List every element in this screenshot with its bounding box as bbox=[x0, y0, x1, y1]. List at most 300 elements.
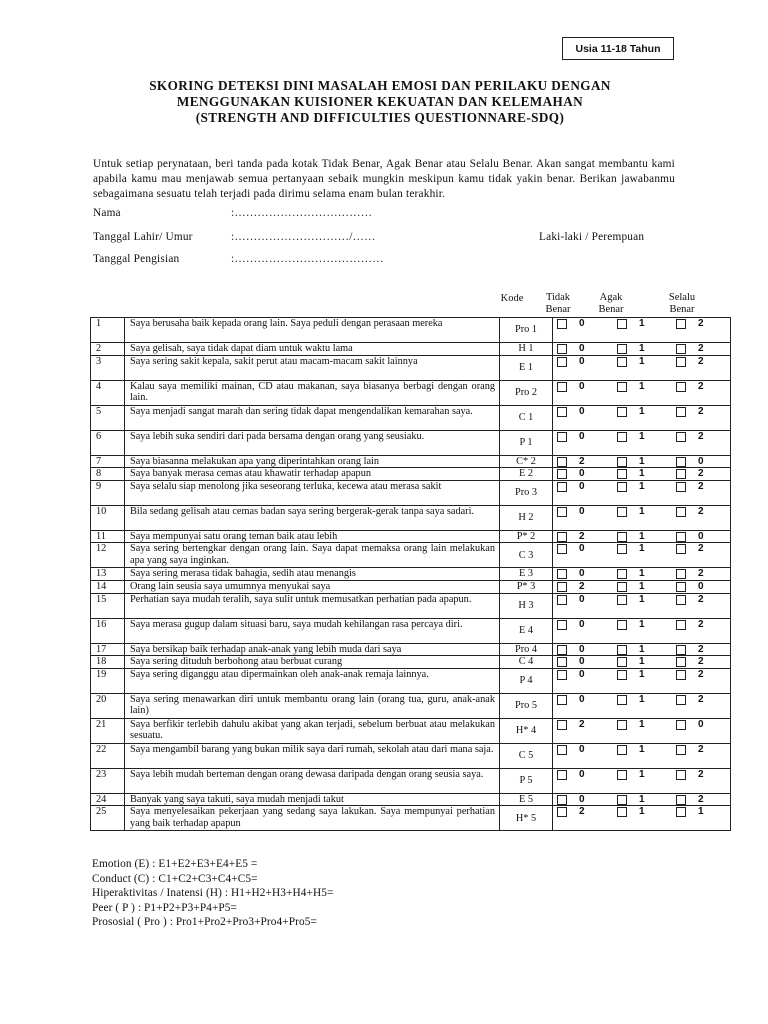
answer-checkbox[interactable] bbox=[676, 457, 686, 467]
question-number: 12 bbox=[91, 543, 125, 568]
answer-checkbox[interactable] bbox=[617, 382, 627, 392]
question-number: 18 bbox=[91, 656, 125, 669]
question-statement: Saya selalu siap menolong jika seseorang terluka, kecewa atau merasa sakit bbox=[125, 480, 500, 505]
name-field[interactable]: :……………………………… bbox=[231, 207, 373, 219]
option-tidak-benar bbox=[557, 594, 591, 606]
option-tidak-benar bbox=[557, 356, 591, 368]
answer-checkbox[interactable] bbox=[676, 319, 686, 329]
question-code: P 5 bbox=[500, 768, 553, 793]
score-value: 1 bbox=[639, 343, 645, 354]
question-number: 7 bbox=[91, 455, 125, 468]
option-selalu-benar bbox=[676, 481, 710, 493]
option-tidak-benar bbox=[557, 431, 591, 443]
question-code: Pro 5 bbox=[500, 693, 553, 718]
option-tidak-benar bbox=[557, 644, 591, 656]
question-statement: Saya banyak merasa cemas atau khawatir terhadap apapun bbox=[125, 468, 500, 481]
option-selalu-benar bbox=[676, 669, 710, 681]
answer-checkbox[interactable] bbox=[557, 670, 567, 680]
question-statement: Saya sering diganggu atau dipermainkan oleh anak-anak remaja lainnya. bbox=[125, 668, 500, 693]
answer-options bbox=[553, 806, 731, 831]
question-code: E 3 bbox=[500, 568, 553, 581]
answer-checkbox[interactable] bbox=[557, 645, 567, 655]
option-selalu-benar bbox=[676, 794, 710, 806]
answer-checkbox[interactable] bbox=[676, 357, 686, 367]
question-row bbox=[91, 468, 731, 481]
question-row bbox=[91, 380, 731, 405]
score-value: 1 bbox=[639, 668, 645, 680]
question-row bbox=[91, 656, 731, 669]
answer-checkbox[interactable] bbox=[676, 582, 686, 592]
answer-checkbox[interactable] bbox=[676, 569, 686, 579]
option-agak-benar bbox=[617, 406, 651, 418]
answer-checkbox[interactable] bbox=[557, 595, 567, 605]
answer-checkbox[interactable] bbox=[557, 795, 567, 805]
option-agak-benar bbox=[617, 794, 651, 806]
question-code: Pro 4 bbox=[500, 643, 553, 656]
score-value: 1 bbox=[639, 318, 645, 329]
answer-options bbox=[553, 355, 731, 380]
question-number: 4 bbox=[91, 380, 125, 405]
score-value: 2 bbox=[579, 580, 585, 592]
score-value: 2 bbox=[698, 656, 704, 668]
answer-options bbox=[553, 768, 731, 793]
option-tidak-benar bbox=[557, 581, 591, 593]
score-value: 0 bbox=[579, 380, 585, 392]
score-value: 1 bbox=[639, 806, 645, 818]
option-selalu-benar bbox=[676, 318, 710, 330]
answer-checkbox[interactable] bbox=[557, 620, 567, 630]
scoring-formulas bbox=[92, 857, 333, 930]
answer-checkbox[interactable] bbox=[617, 344, 627, 354]
title-line-2: MENGGUNAKAN KUISIONER KEKUATAN DAN KELEMAHAN bbox=[176, 94, 584, 109]
answer-checkbox[interactable] bbox=[676, 645, 686, 655]
option-selalu-benar bbox=[676, 568, 710, 580]
answer-options bbox=[553, 618, 731, 643]
answer-checkbox[interactable] bbox=[676, 469, 686, 479]
score-value: 1 bbox=[639, 793, 645, 805]
option-agak-benar bbox=[617, 769, 651, 781]
question-statement: Banyak yang saya takuti, saya mudah menjadi takut bbox=[125, 793, 500, 806]
answer-checkbox[interactable] bbox=[617, 532, 627, 542]
score-value: 2 bbox=[698, 343, 704, 354]
option-agak-benar bbox=[617, 619, 651, 631]
formula-peer: Peer ( P ) : P1+P2+P3+P4+P5= bbox=[92, 901, 238, 914]
answer-checkbox[interactable] bbox=[676, 595, 686, 605]
option-agak-benar bbox=[617, 806, 651, 818]
header-agak-benar: Agak Benar bbox=[598, 292, 624, 315]
question-row bbox=[91, 455, 731, 468]
answer-checkbox[interactable] bbox=[676, 432, 686, 442]
instructions-paragraph: Untuk setiap perynataan, beri tanda pada kotak Tidak Benar, Agak Benar atau Selalu Benar. Akan sangat membantu kami apabila kamu mau menjawab semua pertanyaan sebaik mungkin meskipun kamu tidak yakin benar. Berikan jawabanmu sebagaimana sesuatu telah terjadi pada dirimu selama enam bulan terakhir. bbox=[93, 158, 675, 200]
score-value: 0 bbox=[579, 618, 585, 630]
answer-checkbox[interactable] bbox=[557, 382, 567, 392]
question-row bbox=[91, 793, 731, 806]
answer-checkbox[interactable] bbox=[676, 795, 686, 805]
score-value: 2 bbox=[698, 693, 704, 705]
question-row bbox=[91, 343, 731, 356]
score-value: 1 bbox=[639, 380, 645, 392]
answer-checkbox[interactable] bbox=[617, 620, 627, 630]
score-value: 0 bbox=[579, 343, 585, 354]
question-number: 20 bbox=[91, 693, 125, 718]
option-agak-benar bbox=[617, 694, 651, 706]
score-value: 0 bbox=[579, 743, 585, 755]
option-agak-benar bbox=[617, 594, 651, 606]
score-value: 2 bbox=[698, 405, 704, 417]
answer-checkbox[interactable] bbox=[617, 720, 627, 730]
score-value: 2 bbox=[698, 468, 704, 480]
question-code: H* 5 bbox=[500, 806, 553, 831]
question-number: 10 bbox=[91, 505, 125, 530]
question-row bbox=[91, 643, 731, 656]
option-selalu-benar bbox=[676, 619, 710, 631]
question-statement: Saya sering bertengkar dengan orang lain. Saya dapat memaksa orang lain melakukan apa yang saya inginkan. bbox=[125, 543, 500, 568]
answer-checkbox[interactable] bbox=[617, 670, 627, 680]
formula-hyperactivity: Hiperaktivitas / Inatensi (H) : H1+H2+H3+H4+H5= bbox=[92, 887, 334, 900]
question-statement: Orang lain seusia saya umumnya menyukai saya bbox=[125, 580, 500, 593]
answer-options bbox=[553, 718, 731, 743]
score-value: 2 bbox=[579, 530, 585, 542]
answer-checkbox[interactable] bbox=[557, 720, 567, 730]
answer-checkbox[interactable] bbox=[676, 620, 686, 630]
score-value: 2 bbox=[698, 743, 704, 755]
question-code: Pro 3 bbox=[500, 480, 553, 505]
question-statement: Saya bersikap baik terhadap anak-anak yang lebih muda dari saya bbox=[125, 643, 500, 656]
answer-checkbox[interactable] bbox=[676, 507, 686, 517]
question-row bbox=[91, 355, 731, 380]
question-code: H 1 bbox=[500, 343, 553, 356]
question-number: 8 bbox=[91, 468, 125, 481]
answer-checkbox[interactable] bbox=[557, 807, 567, 817]
question-code: P* 2 bbox=[500, 530, 553, 543]
option-agak-benar bbox=[617, 318, 651, 330]
option-agak-benar bbox=[617, 431, 651, 443]
question-row bbox=[91, 543, 731, 568]
answer-checkbox[interactable] bbox=[557, 745, 567, 755]
score-value: 1 bbox=[639, 468, 645, 480]
score-value: 1 bbox=[639, 593, 645, 605]
question-statement: Saya berfikir terlebih dahulu akibat yang akan terjadi, sebelum berbuat atau melakukan sesuatu. bbox=[125, 718, 500, 743]
option-selalu-benar bbox=[676, 506, 710, 518]
answer-checkbox[interactable] bbox=[557, 319, 567, 329]
questionnaire-body bbox=[91, 318, 731, 831]
answer-checkbox[interactable] bbox=[617, 407, 627, 417]
option-selalu-benar bbox=[676, 594, 710, 606]
option-agak-benar bbox=[617, 744, 651, 756]
option-agak-benar bbox=[617, 644, 651, 656]
answer-checkbox[interactable] bbox=[617, 770, 627, 780]
score-value: 2 bbox=[698, 593, 704, 605]
answer-checkbox[interactable] bbox=[617, 507, 627, 517]
answer-checkbox[interactable] bbox=[676, 657, 686, 667]
question-number: 25 bbox=[91, 806, 125, 831]
answer-checkbox[interactable] bbox=[617, 807, 627, 817]
answer-checkbox[interactable] bbox=[557, 469, 567, 479]
score-value: 1 bbox=[639, 656, 645, 668]
option-tidak-benar bbox=[557, 656, 591, 668]
question-statement: Saya sering sakit kepala, sakit perut atau macam-macam sakit lainnya bbox=[125, 355, 500, 380]
answer-checkbox[interactable] bbox=[617, 745, 627, 755]
answer-options bbox=[553, 455, 731, 468]
question-number: 15 bbox=[91, 593, 125, 618]
question-code: C 5 bbox=[500, 743, 553, 768]
answer-checkbox[interactable] bbox=[676, 745, 686, 755]
score-value: 2 bbox=[579, 806, 585, 818]
option-agak-benar bbox=[617, 481, 651, 493]
option-selalu-benar bbox=[676, 531, 710, 543]
answer-checkbox[interactable] bbox=[676, 532, 686, 542]
question-number: 22 bbox=[91, 743, 125, 768]
answer-checkbox[interactable] bbox=[557, 357, 567, 367]
question-code: E 5 bbox=[500, 793, 553, 806]
answer-checkbox[interactable] bbox=[617, 432, 627, 442]
answer-options bbox=[553, 793, 731, 806]
answer-options bbox=[553, 656, 731, 669]
score-value: 2 bbox=[698, 568, 704, 580]
answer-checkbox[interactable] bbox=[617, 645, 627, 655]
answer-checkbox[interactable] bbox=[557, 432, 567, 442]
answer-options bbox=[553, 480, 731, 505]
question-code: P 4 bbox=[500, 668, 553, 693]
option-selalu-benar bbox=[676, 431, 710, 443]
option-tidak-benar bbox=[557, 468, 591, 480]
question-number: 2 bbox=[91, 343, 125, 356]
option-agak-benar bbox=[617, 468, 651, 480]
answer-checkbox[interactable] bbox=[617, 795, 627, 805]
option-selalu-benar bbox=[676, 644, 710, 656]
question-row bbox=[91, 668, 731, 693]
question-code: Pro 1 bbox=[500, 318, 553, 343]
answer-options bbox=[553, 568, 731, 581]
answer-checkbox[interactable] bbox=[676, 670, 686, 680]
answer-checkbox[interactable] bbox=[676, 807, 686, 817]
answer-options bbox=[553, 343, 731, 356]
question-statement: Saya menyelesaikan pekerjaan yang sedang saya lakukan. Saya mempunyai perhatian yang baik terhadap apapun bbox=[125, 806, 500, 831]
question-number: 24 bbox=[91, 793, 125, 806]
answer-checkbox[interactable] bbox=[557, 457, 567, 467]
question-statement: Kalau saya memiliki mainan, CD atau makanan, saya biasanya berbagi dengan orang lain. bbox=[125, 380, 500, 405]
option-tidak-benar bbox=[557, 531, 591, 543]
option-selalu-benar bbox=[676, 656, 710, 668]
answer-checkbox[interactable] bbox=[557, 507, 567, 517]
answer-checkbox[interactable] bbox=[617, 569, 627, 579]
question-statement: Saya sering merasa tidak bahagia, sedih atau menangis bbox=[125, 568, 500, 581]
score-value: 0 bbox=[579, 355, 585, 367]
question-row bbox=[91, 618, 731, 643]
score-value: 2 bbox=[698, 480, 704, 492]
answer-options bbox=[553, 543, 731, 568]
answer-checkbox[interactable] bbox=[617, 482, 627, 492]
answer-checkbox[interactable] bbox=[617, 695, 627, 705]
score-value: 1 bbox=[639, 505, 645, 517]
question-row bbox=[91, 318, 731, 343]
score-value: 1 bbox=[639, 693, 645, 705]
option-agak-benar bbox=[617, 456, 651, 468]
option-selalu-benar bbox=[676, 468, 710, 480]
score-value: 1 bbox=[639, 543, 645, 555]
answer-options bbox=[553, 643, 731, 656]
question-statement: Saya sering menawarkan diri untuk membantu orang lain (orang tua, guru, anak-anak lain) bbox=[125, 693, 500, 718]
answer-checkbox[interactable] bbox=[617, 657, 627, 667]
question-number: 17 bbox=[91, 643, 125, 656]
score-value: 1 bbox=[639, 405, 645, 417]
question-row bbox=[91, 568, 731, 581]
question-code: H* 4 bbox=[500, 718, 553, 743]
option-tidak-benar bbox=[557, 619, 591, 631]
answer-checkbox[interactable] bbox=[676, 695, 686, 705]
answer-checkbox[interactable] bbox=[676, 720, 686, 730]
option-tidak-benar bbox=[557, 719, 591, 731]
question-row bbox=[91, 693, 731, 718]
question-number: 13 bbox=[91, 568, 125, 581]
option-tidak-benar bbox=[557, 506, 591, 518]
question-code: C* 2 bbox=[500, 455, 553, 468]
option-tidak-benar bbox=[557, 381, 591, 393]
score-value: 0 bbox=[579, 430, 585, 442]
answer-checkbox[interactable] bbox=[676, 344, 686, 354]
score-value: 1 bbox=[639, 718, 645, 730]
score-value: 0 bbox=[579, 318, 585, 329]
option-selalu-benar bbox=[676, 769, 710, 781]
score-value: 1 bbox=[639, 568, 645, 580]
answer-checkbox[interactable] bbox=[617, 457, 627, 467]
score-value: 2 bbox=[579, 718, 585, 730]
option-agak-benar bbox=[617, 581, 651, 593]
answer-checkbox[interactable] bbox=[557, 532, 567, 542]
score-value: 1 bbox=[639, 480, 645, 492]
option-agak-benar bbox=[617, 543, 651, 555]
formula-emotion: Emotion (E) : E1+E2+E3+E4+E5 = bbox=[92, 858, 258, 870]
answer-checkbox[interactable] bbox=[557, 569, 567, 579]
score-value: 0 bbox=[579, 543, 585, 555]
question-number: 19 bbox=[91, 668, 125, 693]
score-value: 2 bbox=[698, 793, 704, 805]
question-row bbox=[91, 505, 731, 530]
question-code: E 2 bbox=[500, 468, 553, 481]
option-selalu-benar bbox=[676, 406, 710, 418]
answer-checkbox[interactable] bbox=[557, 482, 567, 492]
option-agak-benar bbox=[617, 669, 651, 681]
option-tidak-benar bbox=[557, 806, 591, 818]
question-number: 1 bbox=[91, 318, 125, 343]
page-title bbox=[80, 78, 680, 126]
option-tidak-benar bbox=[557, 744, 591, 756]
option-tidak-benar bbox=[557, 568, 591, 580]
score-value: 0 bbox=[579, 668, 585, 680]
answer-checkbox[interactable] bbox=[557, 582, 567, 592]
answer-checkbox[interactable] bbox=[676, 482, 686, 492]
score-value: 0 bbox=[579, 568, 585, 580]
option-tidak-benar bbox=[557, 543, 591, 555]
score-value: 1 bbox=[639, 768, 645, 780]
answer-checkbox[interactable] bbox=[676, 544, 686, 554]
option-selalu-benar bbox=[676, 694, 710, 706]
question-number: 14 bbox=[91, 580, 125, 593]
score-value: 1 bbox=[639, 430, 645, 442]
score-value: 0 bbox=[698, 718, 704, 730]
score-value: 2 bbox=[579, 455, 585, 467]
title-line-3: (STRENGTH AND DIFFICULTIES QUESTIONNARE-SDQ) bbox=[195, 110, 565, 125]
answer-checkbox[interactable] bbox=[617, 357, 627, 367]
fill-date-field[interactable]: :………………………………… bbox=[231, 253, 384, 265]
answer-checkbox[interactable] bbox=[676, 382, 686, 392]
question-number: 16 bbox=[91, 618, 125, 643]
score-value: 0 bbox=[698, 580, 704, 592]
age-badge: Usia 11-18 Tahun bbox=[562, 37, 674, 60]
answer-checkbox[interactable] bbox=[557, 344, 567, 354]
answer-checkbox[interactable] bbox=[617, 469, 627, 479]
answer-options bbox=[553, 430, 731, 455]
score-value: 2 bbox=[698, 543, 704, 555]
option-selalu-benar bbox=[676, 719, 710, 731]
gender-field[interactable]: Laki-laki / Perempuan bbox=[539, 231, 645, 243]
option-agak-benar bbox=[617, 719, 651, 731]
option-selalu-benar bbox=[676, 381, 710, 393]
question-row bbox=[91, 405, 731, 430]
answer-options bbox=[553, 668, 731, 693]
question-code: Pro 2 bbox=[500, 380, 553, 405]
score-value: 0 bbox=[579, 593, 585, 605]
answer-checkbox[interactable] bbox=[676, 770, 686, 780]
question-statement: Saya mengambil barang yang bukan milik saya dari rumah, sekolah atau dari mana saja. bbox=[125, 743, 500, 768]
answer-checkbox[interactable] bbox=[617, 544, 627, 554]
option-agak-benar bbox=[617, 381, 651, 393]
question-row bbox=[91, 430, 731, 455]
question-statement: Saya gelisah, saya tidak dapat diam untuk waktu lama bbox=[125, 343, 500, 356]
option-agak-benar bbox=[617, 506, 651, 518]
score-value: 2 bbox=[698, 668, 704, 680]
title-line-1: SKORING DETEKSI DINI MASALAH EMOSI DAN PERILAKU DENGAN bbox=[149, 78, 611, 93]
answer-checkbox[interactable] bbox=[617, 319, 627, 329]
question-statement: Saya lebih mudah berteman dengan orang dewasa daripada dengan orang seusia saya. bbox=[125, 768, 500, 793]
answer-checkbox[interactable] bbox=[676, 407, 686, 417]
answer-checkbox[interactable] bbox=[557, 544, 567, 554]
score-value: 2 bbox=[698, 618, 704, 630]
answer-checkbox[interactable] bbox=[557, 657, 567, 667]
question-statement: Saya lebih suka sendiri dari pada bersama dengan orang yang seusiaku. bbox=[125, 430, 500, 455]
birthdate-field[interactable]: :…………………………/…… bbox=[231, 231, 376, 243]
score-value: 0 bbox=[579, 505, 585, 517]
option-selalu-benar bbox=[676, 356, 710, 368]
formula-conduct: Conduct (C) : C1+C2+C3+C4+C5= bbox=[92, 872, 258, 885]
question-number: 6 bbox=[91, 430, 125, 455]
answer-checkbox[interactable] bbox=[557, 770, 567, 780]
question-row bbox=[91, 480, 731, 505]
score-value: 0 bbox=[579, 480, 585, 492]
question-number: 11 bbox=[91, 530, 125, 543]
score-value: 2 bbox=[698, 505, 704, 517]
answer-checkbox[interactable] bbox=[557, 695, 567, 705]
answer-options bbox=[553, 530, 731, 543]
option-selalu-benar bbox=[676, 543, 710, 555]
question-statement: Perhatian saya mudah teralih, saya sulit untuk memusatkan perhatian pada apapun. bbox=[125, 593, 500, 618]
question-statement: Saya biasanna melakukan apa yang diperintahkan orang lain bbox=[125, 455, 500, 468]
name-label: Nama bbox=[93, 207, 121, 219]
answer-checkbox[interactable] bbox=[617, 595, 627, 605]
answer-checkbox[interactable] bbox=[617, 582, 627, 592]
option-selalu-benar bbox=[676, 581, 710, 593]
question-code: C 1 bbox=[500, 405, 553, 430]
score-value: 0 bbox=[579, 405, 585, 417]
question-code: E 4 bbox=[500, 618, 553, 643]
option-agak-benar bbox=[617, 656, 651, 668]
option-agak-benar bbox=[617, 343, 651, 355]
answer-checkbox[interactable] bbox=[557, 407, 567, 417]
questionnaire-table bbox=[90, 317, 731, 831]
question-statement: Saya menjadi sangat marah dan sering tidak dapat mengendalikan kemarahan saya. bbox=[125, 405, 500, 430]
question-row bbox=[91, 580, 731, 593]
question-row bbox=[91, 768, 731, 793]
